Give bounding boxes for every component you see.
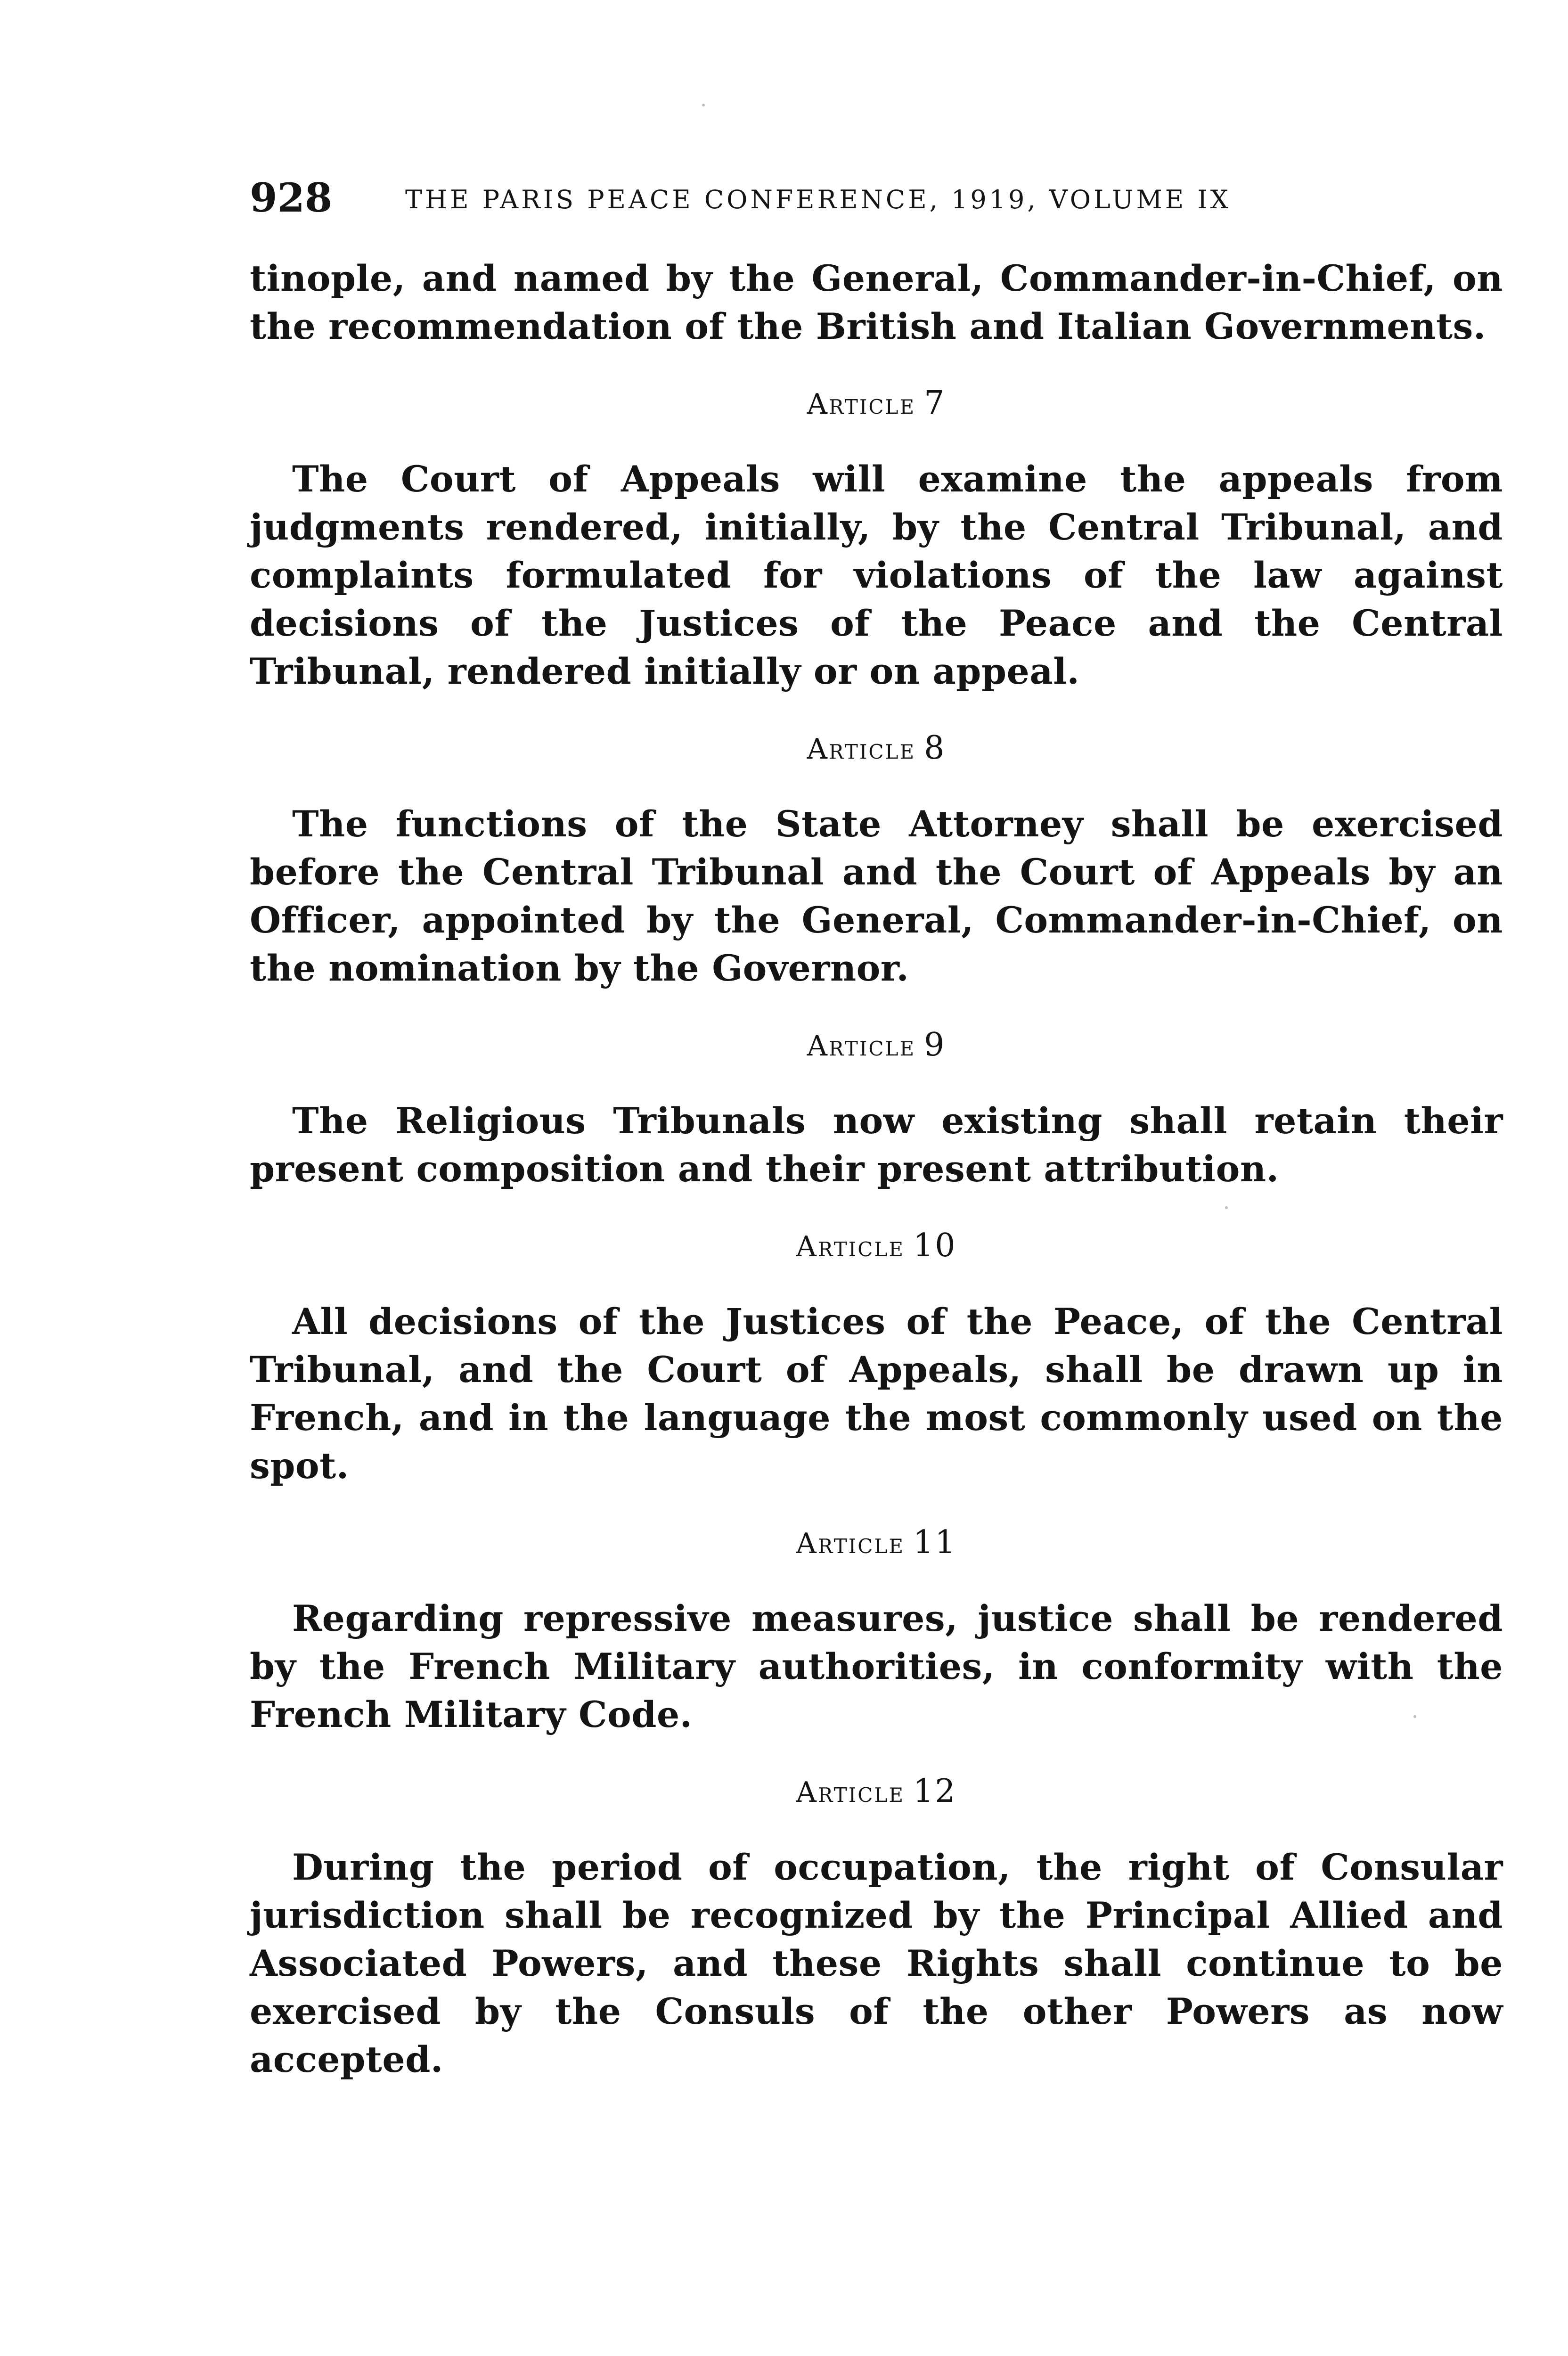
article-12-section [250, 1768, 1503, 2084]
article-10-text: All decisions of the Justices of the Peace, of the Central Tribunal, and the Court of Appeals, shall be drawn up in French, and in the language the most commonly used on the spot. [250, 1301, 1503, 1487]
article-10-section [250, 1222, 1503, 1490]
article-number: 8 [924, 729, 946, 767]
article-label: Article [796, 1776, 905, 1809]
scan-speck [1413, 1715, 1416, 1718]
article-label: Article [796, 1527, 905, 1560]
article-7-section [250, 380, 1503, 695]
article-label: Article [807, 733, 916, 766]
article-11-text: Regarding repressive measures, justice shall be rendered by the French Military authorities, in conformity with the French Military Code. [250, 1597, 1503, 1735]
article-7-heading [250, 380, 1503, 428]
article-label: Article [807, 388, 916, 421]
document-body [250, 254, 1503, 2084]
article-label: Article [796, 1230, 905, 1263]
opening-paragraph: tinople, and named by the General, Commander-in-Chief, on the recommendation of the British and Italian Governments. [250, 257, 1503, 347]
article-number: 7 [924, 384, 946, 422]
article-8-section [250, 725, 1503, 992]
article-label: Article [807, 1030, 916, 1063]
article-11-section [250, 1519, 1503, 1739]
article-number: 10 [913, 1227, 957, 1264]
page-header [250, 170, 1503, 226]
article-8-heading [250, 725, 1503, 773]
article-10-heading [250, 1222, 1503, 1270]
article-number: 9 [924, 1026, 946, 1063]
article-7-text: The Court of Appeals will examine the appeals from judgments rendered, initially, by the Central Tribunal, and complaints formulated for violations of the law against decisions of the Justices of the Peace and the Central Tribunal, rendered initially or on appeal. [250, 458, 1503, 692]
article-number: 11 [913, 1524, 957, 1561]
article-12-heading [250, 1768, 1503, 1816]
article-11-heading [250, 1519, 1503, 1567]
article-9-section [250, 1022, 1503, 1193]
article-9-text: The Religious Tribunals now existing shall retain their present composition and their present attribution. [250, 1100, 1503, 1190]
article-9-heading [250, 1022, 1503, 1070]
article-8-text: The functions of the State Attorney shall be exercised before the Central Tribunal and the Court of Appeals by an Officer, appointed by the General, Commander-in-Chief, on the nomination by the Governor. [250, 803, 1503, 989]
page-number: 928 [250, 174, 333, 221]
running-title: THE PARIS PEACE CONFERENCE, 1919, VOLUME IX [405, 185, 1232, 214]
scan-speck [1225, 1206, 1228, 1209]
article-number: 12 [913, 1773, 957, 1810]
scan-speck [702, 104, 705, 106]
article-12-text: During the period of occupation, the right of Consular jurisdiction shall be recognized by the Principal Allied and Associated Powers, and these Rights shall continue to be exercised by the Consuls of the other Powers as now accepted. [250, 1846, 1503, 2080]
